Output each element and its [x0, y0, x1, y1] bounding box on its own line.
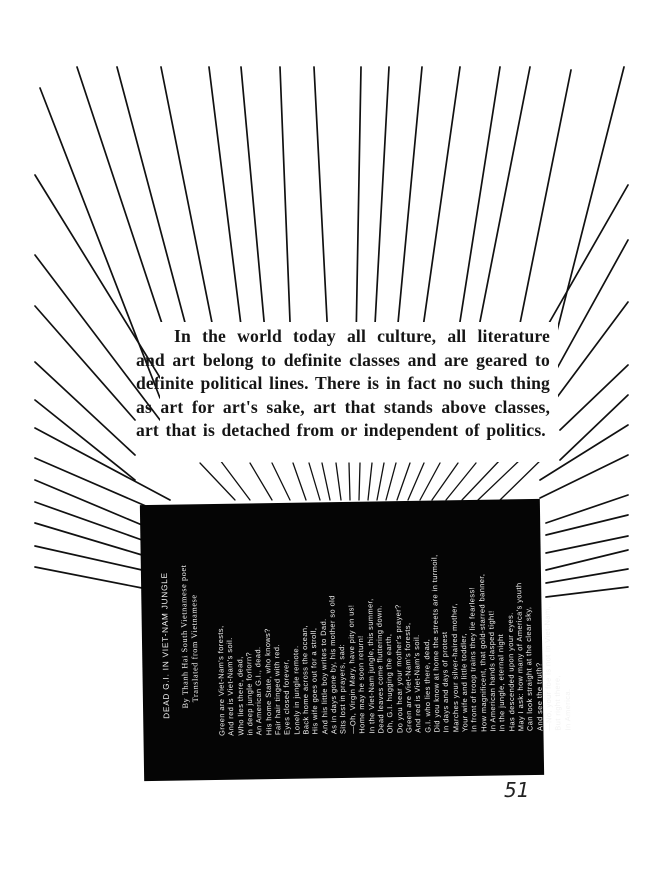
poem-line: Eyes closed forever, [281, 659, 292, 735]
poem-line: An American G.I., dead. [253, 646, 264, 736]
poem-line: Sits lost in prayers, sad: [337, 643, 348, 735]
poem-line: Home may he soon return! [356, 635, 367, 734]
poem-line: Green are Viet-Nam's forests, [402, 622, 414, 734]
poem-line: And red is Viet-Nam's soil. [225, 637, 236, 736]
ray-line [359, 463, 360, 500]
ray-line [478, 458, 522, 500]
ray-line [420, 463, 440, 500]
poem-line: And his little boy writes to Dad. [318, 618, 330, 735]
poem-line: As in days gone by, his mother so old [327, 595, 339, 735]
page-number: 51 [504, 778, 530, 802]
ray-line [560, 365, 628, 430]
ray-line [560, 395, 628, 460]
ray-line [293, 463, 306, 500]
ray-line [200, 463, 235, 500]
poem-line: Your wife and little toddler, [458, 632, 470, 733]
poem-line: Lonely in jungle remote. [290, 645, 302, 735]
poem-line: G.I. who lies there, dead, [421, 638, 433, 733]
poem-line: In days and days of protest [440, 631, 451, 733]
poem-line: In American hands clasped tight! [486, 610, 498, 732]
poem-rotated-content [140, 499, 573, 781]
ray-line [545, 185, 628, 330]
poem-translation-note: Translated from Vietnamese [189, 594, 200, 703]
poem-line: —Oh, Virgin Mary, have pity on us! [346, 604, 358, 734]
ray-line [397, 463, 410, 500]
ray-line [322, 463, 330, 500]
ray-line [462, 460, 500, 500]
ray-line [35, 567, 142, 588]
ray-line [408, 463, 424, 500]
ray-line [432, 463, 458, 500]
poem-line: May I ask: how many of America's youth [514, 582, 526, 732]
ray-line [336, 463, 341, 500]
ray-line [35, 458, 155, 510]
poem-line: —No, your foe is not in Viet-Nam, [542, 605, 554, 731]
poem-author: By Thanh Hai South Vietnamese poet [178, 564, 191, 709]
poem-line: And red is Viet-Nam's soil. [412, 634, 423, 733]
ray-line [250, 463, 272, 500]
poem-line: Did you know at home the streets are in turmoil, [429, 554, 442, 733]
poem-line: His wife goes out for a stroll, [309, 627, 320, 735]
ray-line [386, 463, 396, 500]
ray-line [35, 502, 142, 540]
poem-byline-block [178, 514, 201, 708]
ray-line [368, 463, 372, 500]
poem-line: Can look straight at the clear sky, [523, 606, 535, 732]
poem-line: Oh, G.I. hugging the earth, [384, 633, 395, 734]
ray-line [220, 460, 250, 500]
poem-title: DEAD G.I. IN VIET-NAM JUNGLE [159, 572, 172, 719]
ray-line [377, 463, 384, 500]
poem-line: Do you hear your mother's prayer? [392, 604, 405, 734]
poem-line: But right there, [552, 674, 563, 731]
ray-line [309, 463, 320, 500]
ray-line [446, 463, 476, 500]
poem-line: Back home across the ocean, [299, 625, 311, 735]
ray-line [35, 480, 142, 525]
poem-line: How magnificent, that gold-starred banner, [476, 573, 489, 732]
quote-block [136, 325, 550, 443]
poem-line: In America. [562, 688, 573, 731]
poem-panel [140, 499, 573, 781]
quote-text: In the world today all culture, all literature and art belong to definite classes and are geared to definite political lines. There is in fact no such thing as art for art's sake, art that stands above classes, art that is detached from or independent of politics. [136, 326, 550, 441]
poem-line: Marches your silver-haired mother, [449, 603, 461, 733]
poem-line: Green are Viet-Nam's forests, [215, 625, 227, 736]
poem-line: Has descended upon your eyes. [505, 612, 517, 732]
poem-line: in deep jungle forlorn? [244, 651, 255, 736]
poem-line: In front of troop trains they lie fearless! [467, 586, 479, 733]
ray-line [349, 463, 350, 500]
poem-line: And see the truth? [534, 662, 545, 731]
poem-line: In the Viet-Nam jungle, this summer, [364, 598, 376, 734]
poem-lines [214, 508, 573, 736]
poem-line: Fair hair tinged with red. [272, 643, 283, 736]
poem-line: In the jungle, eternal night [496, 633, 507, 732]
poem-line: Dead leaves come fluttering down. [374, 605, 386, 734]
poem-line: His home State, who knows? [262, 628, 274, 736]
poem-line: Who lies there, dead, [234, 656, 246, 736]
ray-line [35, 306, 135, 420]
ray-line [272, 463, 290, 500]
